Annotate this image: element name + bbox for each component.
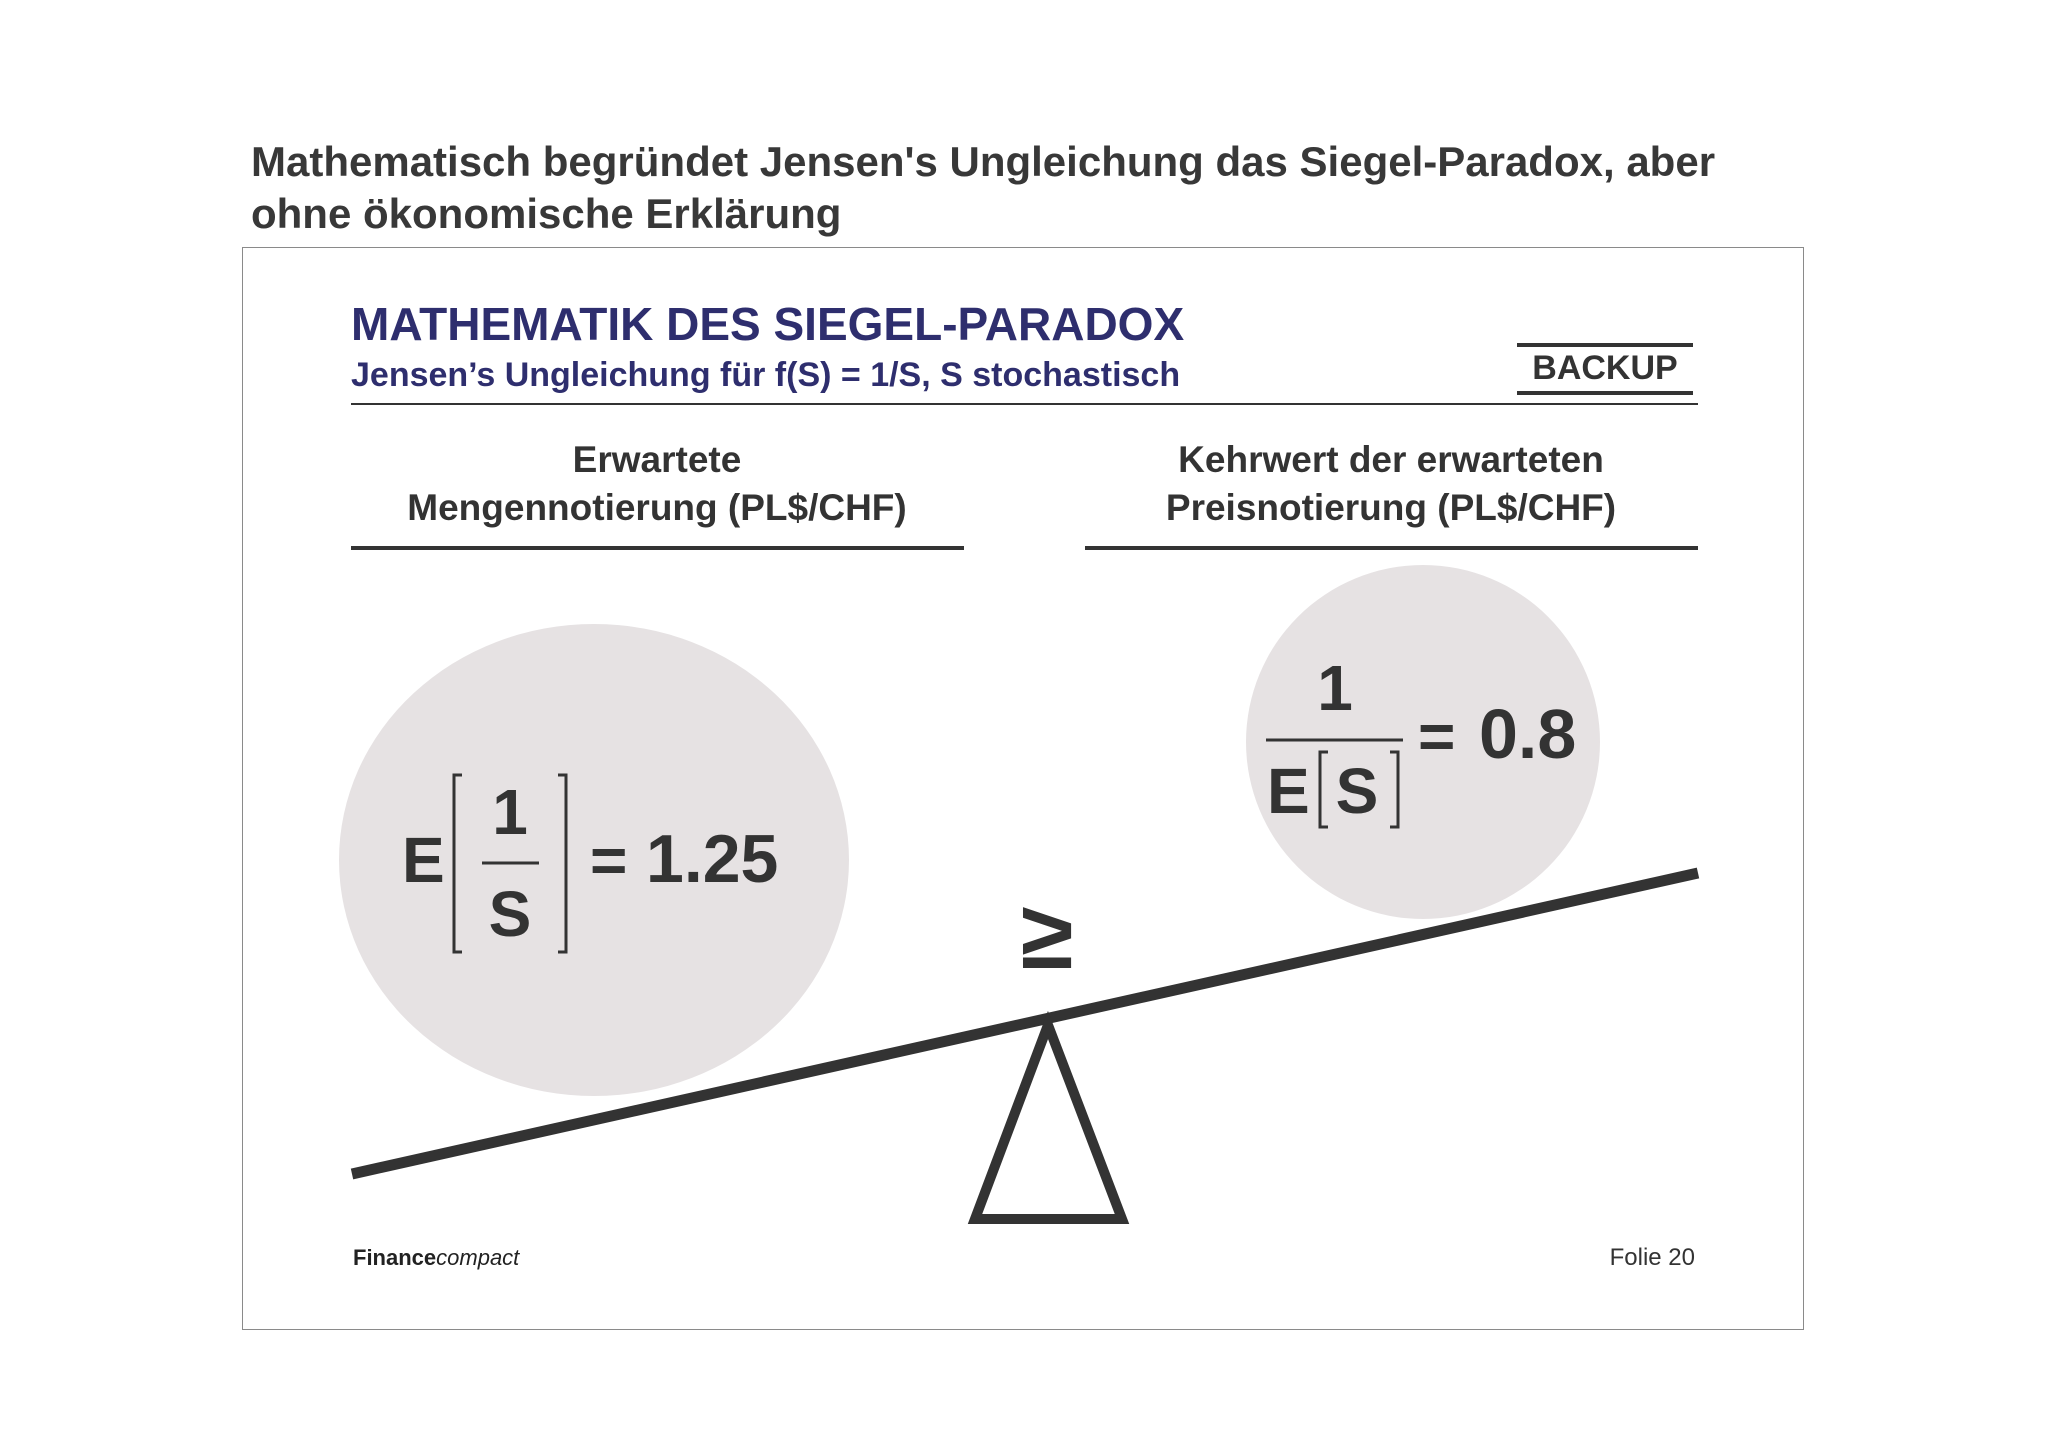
right-header-line-2: Preisnotierung (PL$/CHF): [1165, 487, 1617, 528]
right-formula-den-operator: E: [1267, 755, 1310, 827]
left-header-line-2: Mengennotierung (PL$/CHF): [407, 487, 907, 528]
slide-subtitle: Jensen’s Ungleichung für f(S) = 1/S, S stochastisch: [351, 356, 1181, 394]
slide-title: MATHEMATIK DES SIEGEL-PARADOX: [351, 298, 1185, 350]
page-heading-line-2: ohne ökonomische Erklärung: [251, 190, 842, 237]
right-formula-value: 0.8: [1479, 695, 1577, 773]
greater-equal-symbol: ≥: [1020, 882, 1074, 989]
seesaw-fulcrum: [975, 1025, 1122, 1219]
right-header-line-1: Kehrwert der erwarteten: [1178, 439, 1604, 480]
footer-brand-italic: compact: [436, 1245, 520, 1270]
left-formula-operator: E: [402, 824, 445, 896]
left-formula-equals: =: [590, 824, 628, 896]
page-heading-line-1: Mathematisch begründet Jensen's Ungleichung das Siegel-Paradox, aber: [251, 138, 1716, 185]
left-formula-value: 1.25: [646, 821, 779, 897]
left-formula-numerator: 1: [492, 776, 528, 848]
footer-page-number: Folie 20: [1609, 1244, 1695, 1271]
left-formula-denominator: S: [488, 878, 532, 950]
right-formula-equals: =: [1418, 700, 1456, 772]
footer-brand-bold: Finance: [353, 1245, 437, 1270]
left-header-line-1: Erwartete: [572, 439, 742, 480]
right-formula-numerator: 1: [1317, 652, 1353, 724]
footer-brand-logo: [353, 1245, 519, 1271]
backup-badge: BACKUP: [1517, 343, 1693, 395]
right-formula-den-variable: S: [1335, 755, 1379, 827]
